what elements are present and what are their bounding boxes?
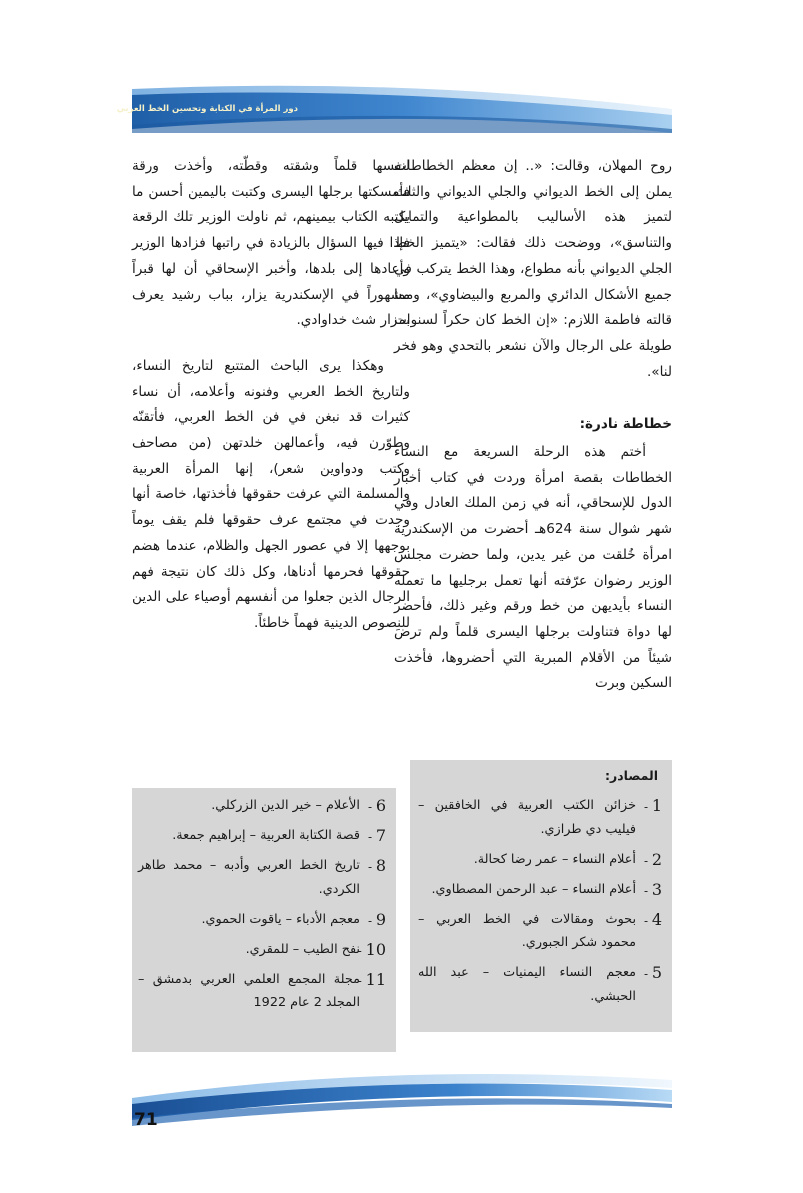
- sources-list-left: [138, 794, 388, 1021]
- source-number: 9 -: [368, 908, 386, 934]
- source-text: بحوث ومقالات في الخط العربي – محمود شكر الجبوري.: [418, 911, 636, 950]
- source-number: 6 -: [368, 794, 386, 820]
- source-item: [138, 824, 388, 848]
- source-item: [418, 961, 664, 1008]
- section-heading: خطاطة نادرة:: [579, 416, 672, 433]
- footer-band: [132, 1068, 672, 1140]
- paragraph: روح المهلان، وقالت: «.. إن معظم الخطاطات يملن إلى الخط الديواني والجلي الديواني والثلث لتميز هذه الأساليب بالمطواعية والتمايل والتناسق»، ووضحت ذلك فقالت: «يتميز الخط الجلي الديواني بأنه مطواع، وهذا الخط يتركب في جميع الأشكال الدائري والمربع والبيضاوي»، ومما قالته فاطمة اللازم: «إن الخط كان حكراً لسنوات طويلة على الرجال والآن نشعر بالتحدي وهو فخر لنا».: [394, 158, 672, 380]
- sources-list-right: [418, 794, 664, 1015]
- source-item: [418, 848, 664, 872]
- sources-title: المصادر:: [605, 768, 658, 783]
- running-title: دور المرأة في الكتابة وتحسين الخط العربي: [116, 104, 298, 114]
- source-number: 11 -: [358, 968, 386, 994]
- source-number: 1 -: [644, 794, 662, 820]
- source-item: [138, 794, 388, 818]
- source-item: [418, 794, 664, 841]
- source-item: [138, 968, 388, 1015]
- source-text: أعلام النساء – عبد الرحمن المصطاوي.: [431, 881, 636, 897]
- page-number: 71: [134, 1110, 158, 1130]
- sources-box-right: [410, 760, 672, 1032]
- footer-swoosh-graphic: [132, 1068, 672, 1140]
- article-column-right: [394, 154, 672, 697]
- source-text: الأعلام – خير الدين الزركلي.: [211, 798, 360, 813]
- source-item: [418, 878, 664, 902]
- source-text: أعلام النساء – عمر رضا كحالة.: [473, 851, 636, 867]
- source-text: معجم النساء اليمنيات – عبد الله الحبشي.: [418, 965, 636, 1004]
- source-item: [138, 938, 388, 962]
- paragraph: لنفسها قلماً وشقته وقطّته، وأخذت ورقة فأمسكتها برجلها اليسرى وكتبت باليمين أحسن ما يكتبه الكتاب بيمينهم، ثم ناولت الوزير تلك الرقعة فإذا فيها السؤال بالزيادة في راتبها فزادها الوزير وأعادها إلى بلدها، وأخبر الإسحاقي أن لها قبراً مشهوراً في الإسكندرية يزار، بباب رشيد يعرف بمزار شث خداوادي.: [132, 158, 410, 329]
- source-text: نفح الطيب – للمقري.: [245, 941, 360, 957]
- source-item: [418, 908, 664, 955]
- paragraph: وهكذا يرى الباحث المتتبع لتاريخ النساء، ولتاريخ الخط العربي وفنونه وأعلامه، أن نساء كثيرات قد نبغن في فن الخط العربي، فأتقنّه وطوّرن فيه، وأعمالهن خلدتهن (من مصاحف وكتب ودواوين شعر)، إنها المرأة العربية والمسلمة التي عرفت حقوقها فأخذتها، خاصة أنها وجدت في مجتمع عرف حقوقها فلم يقف يوماً بوجهها إلا في عصور الجهل والظلام، عندما هضم حقوقها فحرمها أدناها، وكل ذلك كان نتيجة فهم الرجال الذين جعلوا من أنفسهم أوصياء على الدين للنصوص الدينية فهماً خاطئاً.: [132, 357, 410, 631]
- sources-section: [132, 760, 672, 1052]
- source-item: [138, 854, 388, 901]
- source-item: [138, 908, 388, 932]
- source-text: خزائن الكتب العربية في الخافقين – فيليب دي طرازي.: [418, 798, 636, 837]
- source-number: 4 -: [644, 908, 662, 934]
- article-column-left: [132, 154, 410, 637]
- source-text: قصة الكتابة العربية – إبراهيم جمعة.: [172, 828, 360, 843]
- source-number: 8 -: [368, 854, 386, 880]
- paragraph: أختم هذه الرحلة السريعة مع النساء الخطاطات بقصة امرأة وردت في كتاب أخبار الدول للإسحاقي، أنه في زمن الملك العادل وفي شهر شوال سنة 624هـ أحضرت من الإسكندرية امرأة خُلقت من غير يدين، ولما حضرت مجلس الوزير رضوان عرّفته أنها تعمل برجليها ما تعمله النساء بأيديهن من خط ورقم وغير ذلك، فأحضر لها دواة فتناولت برجلها اليسرى قلماً ولم ترضَ شيئاً من الأقلام المبرية التي أحضروها، فأخذت السكين وبرت: [394, 444, 673, 692]
- sources-box-left: [132, 788, 396, 1052]
- source-number: 5 -: [644, 961, 662, 987]
- source-text: معجم الأدباء – ياقوت الحموي.: [201, 911, 360, 927]
- source-text: مجلة المجمع العلمي العربي بدمشق – المجلد 2 عام 1922: [138, 971, 360, 1010]
- source-number: 2 -: [644, 848, 662, 874]
- source-number: 7 -: [368, 824, 386, 850]
- source-text: تاريخ الخط العربي وأدبه – محمد طاهر الكردي.: [138, 858, 360, 897]
- source-number: 10 -: [358, 938, 386, 964]
- source-number: 3 -: [644, 878, 662, 904]
